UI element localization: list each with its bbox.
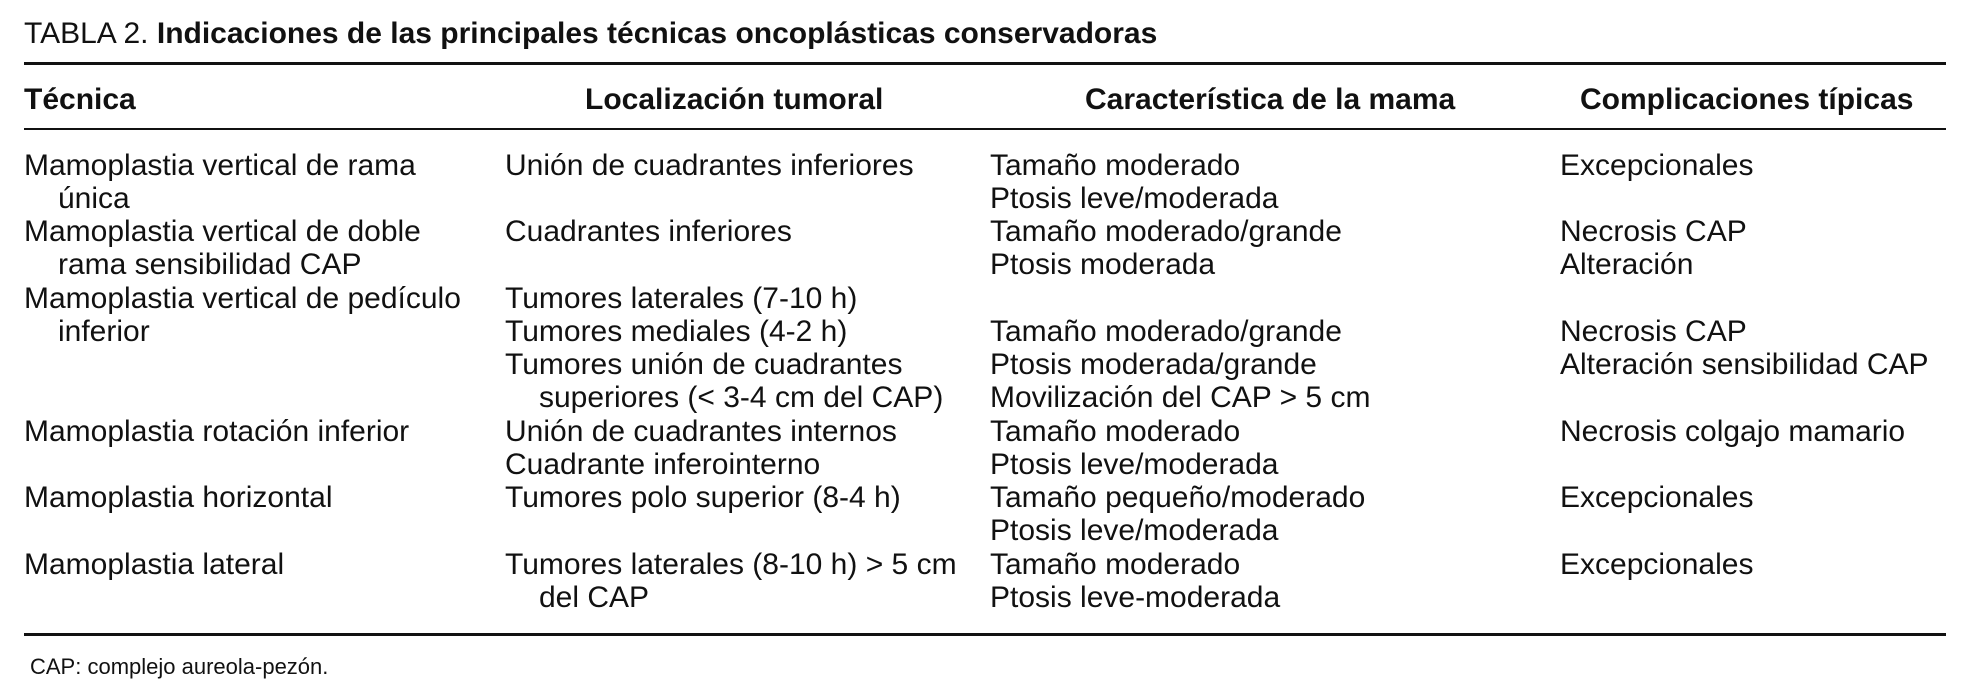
cell-caracteristica [990, 481, 1365, 547]
table-bottom-rule [24, 633, 1946, 636]
cell-line: Mamoplastia rotación inferior [24, 415, 410, 448]
cell-tecnica [24, 548, 284, 581]
cell-localizacion [505, 481, 901, 514]
table-caption [24, 14, 1157, 54]
cell-caracteristica [990, 548, 1280, 614]
cell-line: Cuadrantes inferiores [505, 215, 792, 248]
table-top-rule [24, 62, 1946, 65]
cell-caracteristica [990, 315, 1370, 414]
cell-line: Tumores polo superior (8-4 h) [505, 481, 901, 514]
cell-line: Excepcionales [1560, 548, 1754, 581]
cell-line: Excepcionales [1560, 149, 1754, 182]
table-label: TABLA 2. [24, 17, 149, 50]
cell-caracteristica [990, 215, 1342, 281]
cell-line: Tamaño moderado/grande [990, 215, 1342, 248]
cell-line: Mamoplastia horizontal [24, 481, 333, 514]
cell-complicaciones [1560, 315, 1929, 381]
cell-line: Tamaño moderado [990, 548, 1241, 581]
cell-tecnica [24, 415, 409, 448]
cell-line: Tumores unión de cuadrantes [505, 348, 903, 381]
table-footnote: CAP: complejo aureola-pezón. [30, 654, 329, 679]
cell-localizacion [505, 215, 792, 248]
cell-line: Ptosis leve/moderada [990, 448, 1279, 481]
cell-localizacion [505, 548, 957, 614]
cell-line: Tamaño moderado/grande [990, 315, 1342, 348]
cell-line: Cuadrante inferointerno [505, 448, 821, 481]
cell-caracteristica [990, 415, 1279, 481]
cell-line: Tamaño moderado [990, 415, 1241, 448]
cell-localizacion [505, 282, 943, 414]
cell-line: Tumores mediales (4-2 h) [505, 315, 848, 348]
cell-line: Tamaño moderado [990, 149, 1241, 182]
cell-line: Unión de cuadrantes inferiores [505, 149, 914, 182]
column-header-caracteristica: Característica de la mama [1085, 83, 1456, 116]
cell-complicaciones [1560, 415, 1905, 448]
cell-line: Mamoplastia vertical de doble [24, 215, 421, 248]
cell-complicaciones [1560, 215, 1747, 281]
cell-line: Mamoplastia vertical de pedículo [24, 282, 461, 315]
cell-tecnica [24, 481, 332, 514]
table-header-rule [24, 128, 1946, 130]
cell-line: Ptosis moderada [990, 248, 1216, 281]
cell-line: Mamoplastia vertical de rama [24, 149, 416, 182]
cell-complicaciones [1560, 149, 1753, 182]
cell-line: Tamaño pequeño/moderado [990, 481, 1366, 514]
cell-line: inferior [58, 315, 150, 348]
cell-line: Ptosis leve-moderada [990, 581, 1281, 614]
cell-line: Tumores laterales (8-10 h) > 5 cm [505, 548, 957, 581]
cell-line: Necrosis colgajo mamario [1560, 415, 1906, 448]
cell-localizacion [505, 415, 897, 481]
cell-tecnica [24, 149, 416, 215]
column-header-localizacion: Localización tumoral [585, 83, 884, 116]
cell-line: Movilización del CAP > 5 cm [990, 381, 1371, 414]
cell-line: Tumores laterales (7-10 h) [505, 282, 858, 315]
cell-complicaciones [1560, 481, 1753, 514]
column-header-complicaciones: Complicaciones típicas [1580, 83, 1914, 116]
cell-line: Alteración sensibilidad CAP [1560, 348, 1929, 381]
cell-caracteristica [990, 149, 1279, 215]
cell-line: Ptosis leve/moderada [990, 514, 1279, 547]
column-header-tecnica: Técnica [24, 83, 136, 116]
cell-line: Necrosis CAP [1560, 215, 1747, 248]
cell-line: única [58, 182, 130, 215]
cell-line: superiores (< 3-4 cm del CAP) [539, 381, 944, 414]
cell-line: del CAP [539, 581, 650, 614]
cell-line: Excepcionales [1560, 481, 1754, 514]
cell-line: Alteración [1560, 248, 1694, 281]
cell-line: Unión de cuadrantes internos [505, 415, 897, 448]
cell-line: rama sensibilidad CAP [58, 248, 362, 281]
cell-line: Necrosis CAP [1560, 315, 1747, 348]
cell-localizacion [505, 149, 914, 182]
cell-tecnica [24, 215, 421, 281]
cell-line: Ptosis moderada/grande [990, 348, 1317, 381]
cell-complicaciones [1560, 548, 1753, 581]
cell-tecnica [24, 282, 461, 348]
cell-line: Ptosis leve/moderada [990, 182, 1279, 215]
cell-line: Mamoplastia lateral [24, 548, 285, 581]
table-title: Indicaciones de las principales técnicas oncoplásticas conservadoras [156, 17, 1158, 50]
